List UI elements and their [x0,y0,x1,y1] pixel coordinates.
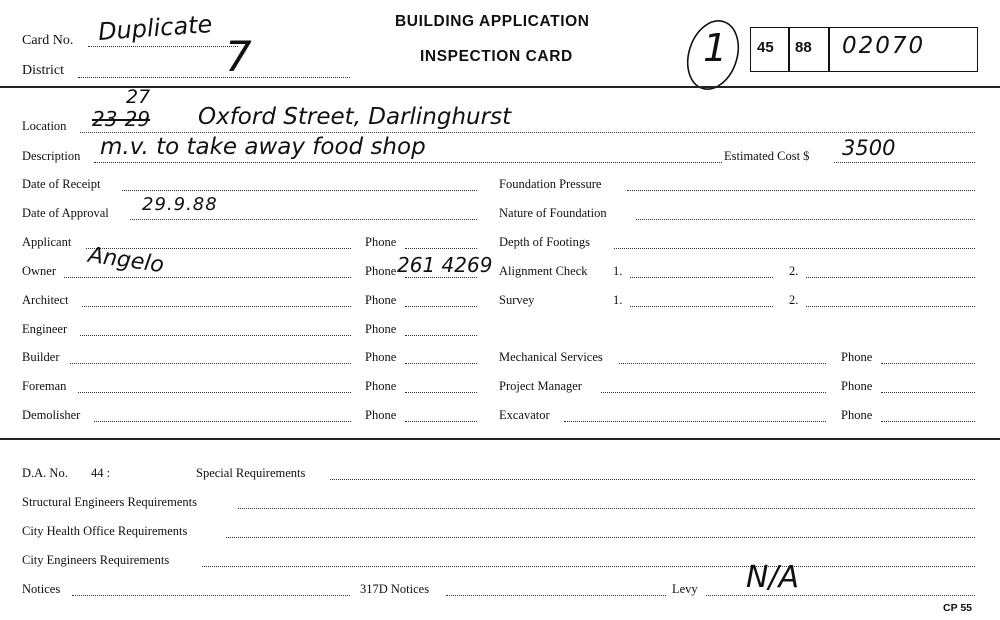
project-manager-phone-line [881,392,975,393]
mechanical-services-phone-line [881,363,975,364]
location-number-struck[interactable]: 23-29 [92,107,151,131]
estimated-cost-label: Estimated Cost $ [724,149,810,163]
317d-notices-line [446,595,666,596]
da-no-label: D.A. No. [22,466,68,480]
date-of-approval-value[interactable]: 29.9.88 [142,194,218,215]
owner-value[interactable]: Angelo [86,242,166,279]
city-engineers-line [202,566,975,567]
city-health-label: City Health Office Requirements [22,524,188,538]
owner-label: Owner [22,264,57,278]
demolisher-phone-line [405,421,477,422]
card-no-value[interactable]: Duplicate [97,10,214,46]
date-of-approval-line [130,219,477,220]
excavator-phone-line [881,421,975,422]
builder-phone-line [405,363,477,364]
demolisher-label: Demolisher [22,408,81,422]
demolisher-line [94,421,351,422]
special-requirements-label: Special Requirements [196,466,306,480]
applicant-label: Applicant [22,235,72,249]
survey-item-2: 2. [789,293,799,307]
ref-divider-1 [788,28,790,71]
engineer-phone-label: Phone [365,322,397,336]
ref-box-3[interactable]: 02070 [842,33,926,59]
builder-line [70,363,351,364]
location-label: Location [22,119,67,133]
excavator-phone-label: Phone [841,408,873,422]
notices-label: Notices [22,582,61,596]
alignment-check-line-1 [630,277,773,278]
date-of-receipt-label: Date of Receipt [22,177,101,191]
ref-box-2: 88 [795,39,812,56]
mechanical-services-line [619,363,826,364]
project-manager-phone-label: Phone [841,379,873,393]
owner-phone-line [405,277,477,278]
alignment-check-item-2: 2. [789,264,799,278]
mechanical-services-label: Mechanical Services [499,350,603,364]
architect-phone-label: Phone [365,293,397,307]
survey-line-1 [630,306,773,307]
location-value[interactable]: Oxford Street, Darlinghurst [198,104,512,130]
alignment-check-label: Alignment Check [499,264,588,278]
survey-line-2 [806,306,975,307]
foreman-label: Foreman [22,379,67,393]
demolisher-phone-label: Phone [365,408,397,422]
foundation-pressure-label: Foundation Pressure [499,177,602,191]
foreman-line [78,392,351,393]
architect-label: Architect [22,293,69,307]
applicant-phone-line [405,248,477,249]
depth-of-footings-label: Depth of Footings [499,235,590,249]
applicant-phone-label: Phone [365,235,397,249]
district-label: District [22,63,64,78]
nature-of-foundation-label: Nature of Foundation [499,206,607,220]
da-no-value: 44 : [91,466,111,480]
special-requirements-line [330,479,975,480]
date-of-receipt-line [122,190,477,191]
card-title-line2: INSPECTION CARD [420,48,573,65]
survey-item-1: 1. [613,293,623,307]
structural-engineers-line [238,508,975,509]
architect-line [82,306,351,307]
engineer-label: Engineer [22,322,68,336]
foundation-pressure-line [627,190,975,191]
levy-label: Levy [672,582,698,596]
owner-phone-label: Phone [365,264,397,278]
excavator-line [564,421,826,422]
district-line [78,77,350,78]
city-health-line [226,537,975,538]
survey-label: Survey [499,293,535,307]
levy-value[interactable]: N/A [746,560,800,595]
description-value[interactable]: m.v. to take away food shop [100,134,426,160]
mechanical-services-phone-label: Phone [841,350,873,364]
estimated-cost-line [834,162,975,163]
nature-of-foundation-line [636,219,975,220]
owner-phone-value[interactable]: 261 4269 [397,253,493,277]
alignment-check-item-1: 1. [613,264,623,278]
builder-phone-label: Phone [365,350,397,364]
card-no-line [88,46,238,47]
section-rule [0,438,1000,440]
description-label: Description [22,149,81,163]
engineer-line [80,335,351,336]
notices-line [72,595,350,596]
levy-line [706,595,975,596]
builder-label: Builder [22,350,60,364]
estimated-cost-value[interactable]: 3500 [842,136,896,160]
engineer-phone-line [405,335,477,336]
ref-divider-2 [828,28,830,71]
card-no-label: Card No. [22,33,74,48]
foreman-phone-label: Phone [365,379,397,393]
project-manager-label: Project Manager [499,379,582,393]
owner-line [64,277,351,278]
structural-engineers-label: Structural Engineers Requirements [22,495,197,509]
foreman-phone-line [405,392,477,393]
description-line [94,162,722,163]
city-engineers-label: City Engineers Requirements [22,553,170,567]
card-title-line1: BUILDING APPLICATION [395,13,590,30]
architect-phone-line [405,306,477,307]
excavator-label: Excavator [499,408,550,422]
district-value[interactable]: 7 [225,32,252,81]
location-line [80,132,975,133]
form-code: CP 55 [943,602,972,614]
317d-notices-label: 317D Notices [360,582,430,596]
location-number-correction[interactable]: 27 [126,86,151,108]
alignment-check-line-2 [806,277,975,278]
project-manager-line [601,392,826,393]
ref-box-1: 45 [757,39,774,56]
circled-number: 1 [703,26,728,70]
depth-of-footings-line [614,248,975,249]
date-of-approval-label: Date of Approval [22,206,109,220]
